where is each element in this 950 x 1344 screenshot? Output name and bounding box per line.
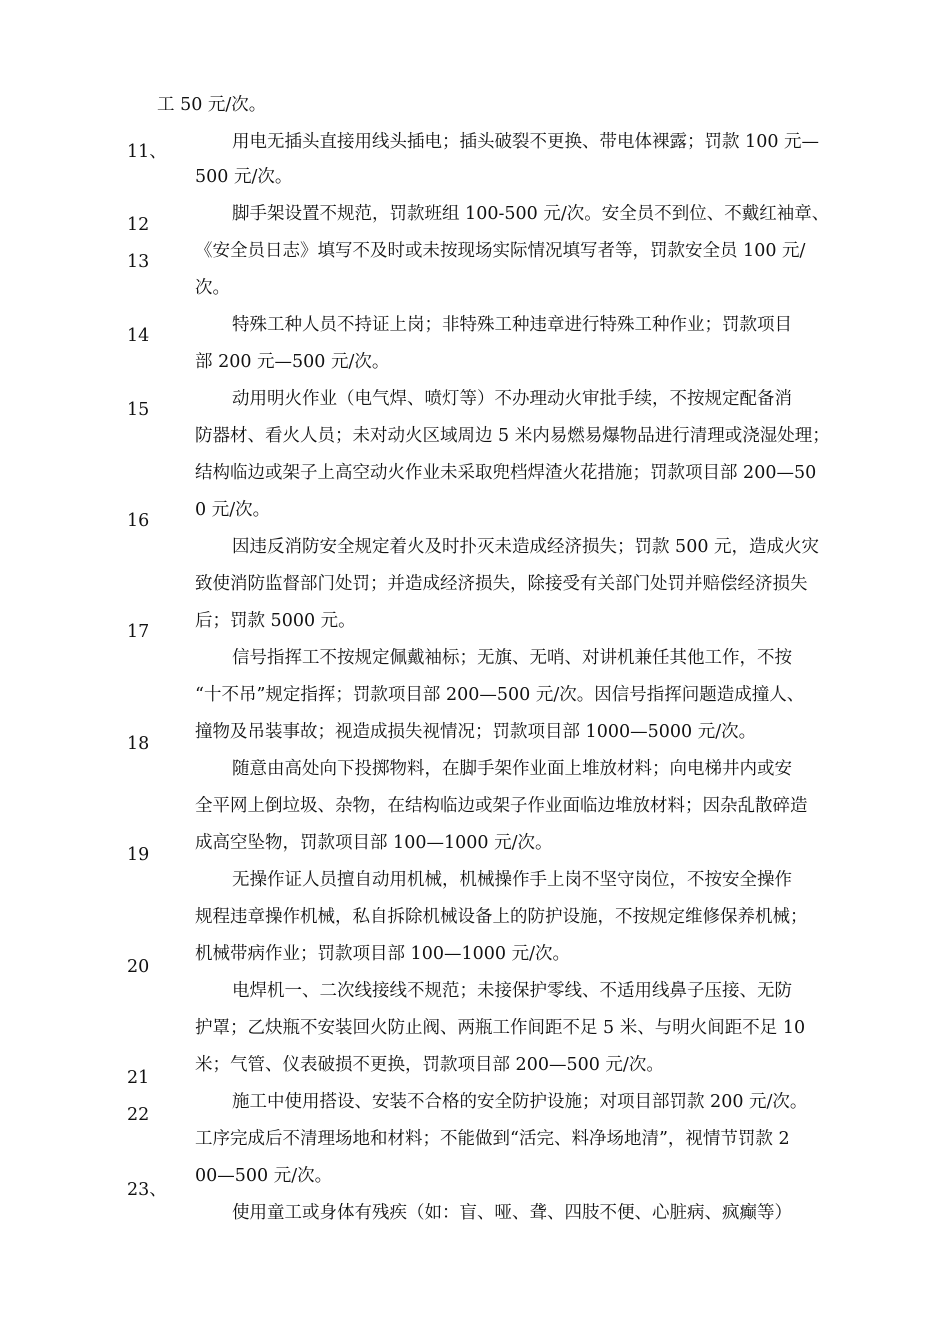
text-line: 特殊工种人员不持证上岗；非特殊工种违章进行特殊工种作业；罚款项目 — [232, 315, 792, 335]
text-line: 随意由高处向下投掷物料，在脚手架作业面上堆放材料；向电梯井内或安 — [232, 759, 792, 779]
item-number: 20 — [127, 957, 150, 977]
text-line: “十不吊”规定指挥；罚款项目部 200—500 元/次。因信号指挥问题造成撞人、 — [195, 685, 805, 705]
item-number: 19 — [127, 845, 150, 865]
text-line: 部 200 元—500 元/次。 — [195, 352, 390, 372]
item-number: 14 — [127, 326, 150, 346]
text-line: 电焊机一、二次线接线不规范；未接保护零线、不适用线鼻子压接、无防 — [232, 981, 792, 1001]
text-line: 结构临边或架子上高空动火作业未采取兜档焊渣火花措施；罚款项目部 200—50 — [195, 463, 817, 483]
item-number: 15 — [127, 400, 150, 420]
item-number: 16 — [127, 511, 150, 531]
text-line: 机械带病作业；罚款项目部 100—1000 元/次。 — [195, 944, 570, 964]
text-line: 全平网上倒垃圾、杂物，在结构临边或架子作业面临边堆放材料；因杂乱散碎造 — [195, 796, 808, 816]
text-line: 500 元/次。 — [195, 167, 293, 187]
item-number: 21 — [127, 1068, 150, 1088]
text-line: 后；罚款 5000 元。 — [195, 611, 356, 631]
item-number: 18 — [127, 734, 150, 754]
text-line: 动用明火作业（电气焊、喷灯等）不办理动火审批手续，不按规定配备消 — [232, 389, 792, 409]
text-line: 规程违章操作机械，私自拆除机械设备上的防护设施，不按规定维修保养机械； — [195, 907, 808, 927]
item-number: 11、 — [127, 142, 167, 162]
text-line: 0 元/次。 — [195, 500, 271, 520]
text-line: 无操作证人员擅自动用机械，机械操作手上岗不坚守岗位，不按安全操作 — [232, 870, 792, 890]
item-number: 12 — [127, 215, 150, 235]
text-line: 施工中使用搭设、安装不合格的安全防护设施；对项目部罚款 200 元/次。 — [232, 1092, 808, 1112]
item-number: 17 — [127, 622, 150, 642]
text-line: 工 50 元/次。 — [157, 95, 267, 115]
item-number: 22 — [127, 1105, 150, 1125]
text-line: 成高空坠物，罚款项目部 100—1000 元/次。 — [195, 833, 553, 853]
text-line: 用电无插头直接用线头插电；插头破裂不更换、带电体裸露；罚款 100 元— — [232, 132, 820, 152]
item-number: 13 — [127, 252, 150, 272]
text-line: 撞物及吊装事故；视造成损失视情况；罚款项目部 1000—5000 元/次。 — [195, 722, 757, 742]
text-line: 使用童工或身体有残疾（如：盲、哑、聋、四肢不便、心脏病、疯癫等） — [232, 1203, 792, 1223]
text-line: 工序完成后不清理场地和材料；不能做到“活完、料净场地清”，视情节罚款 2 — [195, 1129, 790, 1149]
text-line: 防器材、看火人员；未对动火区域周边 5 米内易燃易爆物品进行清理或浇湿处理； — [195, 426, 830, 446]
text-line: 致使消防监督部门处罚；并造成经济损失，除接受有关部门处罚并赔偿经济损失 — [195, 574, 808, 594]
text-line: 护罩；乙炔瓶不安装回火防止阀、两瓶工作间距不足 5 米、与明火间距不足 10 — [195, 1018, 806, 1038]
text-line: 米；气管、仪表破损不更换，罚款项目部 200—500 元/次。 — [195, 1055, 664, 1075]
text-line: 脚手架设置不规范，罚款班组 100-500 元/次。安全员不到位、不戴红袖章、 — [232, 204, 830, 224]
text-line: 信号指挥工不按规定佩戴袖标；无旗、无哨、对讲机兼任其他工作，不按 — [232, 648, 792, 668]
item-number: 23、 — [127, 1180, 167, 1200]
text-line: 《安全员日志》填写不及时或未按现场实际情况填写者等，罚款安全员 100 元/ — [195, 241, 806, 261]
text-line: 00—500 元/次。 — [195, 1166, 333, 1186]
text-line: 因违反消防安全规定着火及时扑灭未造成经济损失；罚款 500 元，造成火灾 — [232, 537, 820, 557]
text-line: 次。 — [195, 278, 230, 298]
